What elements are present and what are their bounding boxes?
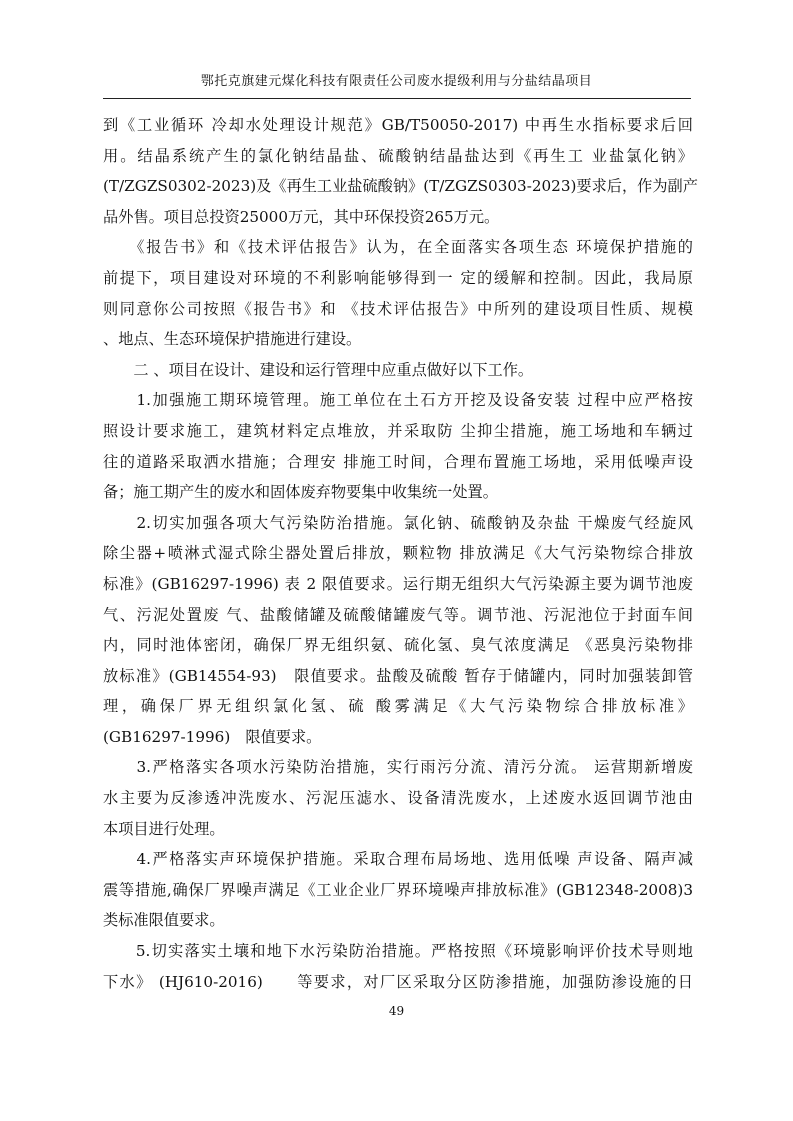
- text-line: 照设计要求施工，建筑材料定点堆放，并采取防 尘抑尘措施，施工场地和车辆过: [103, 421, 693, 440]
- text-line: 气、污泥处置废 气、盐酸储罐及硫酸储罐废气等。调节池、污泥池位于封面车间: [103, 605, 693, 624]
- running-header: 鄂托克旗建元煤化科技有限责任公司废水提级利用与分盐结晶项目: [200, 74, 593, 89]
- text-line: 品外售。项目总投资25000万元，其中环保投资265万元。: [103, 207, 500, 226]
- text-line: 2.切实加强各项大气污染防治措施。氯化钠、硫酸钠及杂盐 干燥废气经旋风: [103, 513, 693, 532]
- text-line: 5.切实落实土壤和地下水污染防治措施。严格按照《环境影响评价技术导则地: [103, 942, 693, 961]
- text-line: (T/ZGZS0302-2023)及《再生工业盐硫酸钠》(T/ZGZS0303-2023)要求后，作为副产: [103, 177, 698, 196]
- text-line: 、地点、生态环境保护措施进行建设。: [103, 330, 362, 349]
- text-line: 理，确保厂界无组织氯化氢、硫 酸雾满足《大气污染物综合排放标准》: [103, 697, 693, 716]
- text-line: 水主要为反渗透冲洗废水、污泥压滤水、设备清洗废水，上述废水返回调节池由: [103, 789, 693, 808]
- header-divider: [103, 98, 691, 99]
- text-line: 到《工业循环 冷却水处理设计规范》GB/T50050-2017) 中再生水指标要求后回: [103, 116, 693, 134]
- text-line: 3.严格落实各项水污染防治措施，实行雨污分流、清污分流。 运营期新增废: [103, 758, 693, 777]
- text-line: 放标准》(GB14554-93) 限值要求。盐酸及硫酸 暂存于储罐内，同时加强装卸管: [103, 666, 693, 685]
- text-line: 类标准限值要求。: [103, 911, 225, 930]
- text-line: 用。结晶系统产生的氯化钠结晶盐、硫酸钠结晶盐达到《再生工 业盐氯化钠》: [103, 146, 693, 165]
- text-line: 则同意你公司按照《报告书》和 《技术评估报告》中所列的建设项目性质、规模: [103, 299, 693, 318]
- text-line: 本项目进行处理。: [103, 819, 225, 838]
- page-number: 49: [388, 1004, 405, 1018]
- text-line: 震等措施,确保厂界噪声满足《工业企业厂界环境噪声排放标准》(GB12348-2008)3: [103, 880, 693, 899]
- text-line: 4.严格落实声环境保护措施。采取合理布局场地、选用低噪 声设备、隔声减: [103, 850, 693, 869]
- text-line: 标准》(GB16297-1996) 表 2 限值要求。运行期无组织大气污染源主要为调节池废: [103, 574, 693, 593]
- text-line: 1.加强施工期环境管理。施工单位在土石方开挖及设备安装 过程中应严格按: [103, 391, 693, 410]
- text-line: (GB16297-1996) 限值要求。: [103, 727, 322, 746]
- text-line: 二 、项目在设计、建设和运行管理中应重点做好以下工作。: [103, 360, 534, 379]
- text-line: 前提下，项目建设对环境的不利影响能够得到一 定的缓解和控制。因此，我局原: [103, 268, 693, 287]
- text-line: 往的道路采取洒水措施；合理安 排施工时间，合理布置施工场地，采用低噪声设: [103, 452, 693, 471]
- document-body: [103, 110, 698, 997]
- text-line: 内，同时池体密闭，确保厂界无组织氨、硫化氢、臭气浓度满足 《恶臭污染物排: [103, 636, 693, 655]
- text-line: 《报告书》和《技术评估报告》认为，在全面落实各项生态 环境保护措施的: [103, 238, 693, 257]
- text-line: 除尘器+喷淋式湿式除尘器处置后排放，颗粒物 排放满足《大气污染物综合排放: [103, 544, 693, 563]
- text-line: 下水》 (HJ610-2016) 等要求，对厂区采取分区防渗措施，加强防渗设施的日: [103, 972, 693, 991]
- text-line: 备；施工期产生的废水和固体废弃物要集中收集统一处置。: [103, 483, 498, 502]
